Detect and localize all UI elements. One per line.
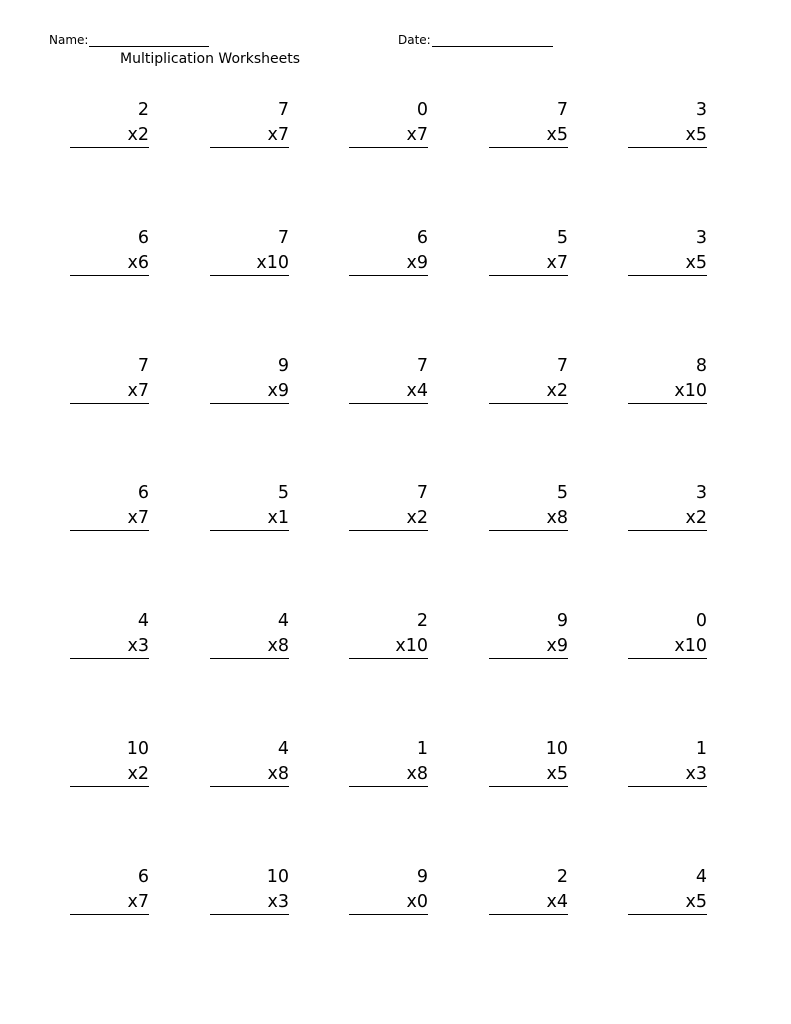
problem-item (210, 98, 289, 148)
problem-top-number: 9 (556, 611, 568, 631)
problem-top-number: 1 (695, 739, 707, 759)
problem-item (70, 737, 149, 787)
problem-multiplier: x8 (489, 506, 568, 531)
problem-multiplier: x5 (489, 123, 568, 148)
problem-item (489, 865, 568, 915)
problem-multiplier: x5 (628, 890, 707, 915)
problem-item (628, 481, 707, 531)
problem-multiplier: x7 (210, 123, 289, 148)
problem-item (349, 481, 428, 531)
problem-item (628, 98, 707, 148)
problem-multiplier: x3 (210, 890, 289, 915)
problem-top-number: 9 (416, 867, 428, 887)
problem-item (210, 609, 289, 659)
problem-item (628, 354, 707, 404)
problem-multiplier: x7 (70, 506, 149, 531)
problem-multiplier: x5 (628, 251, 707, 276)
problem-top-number: 3 (695, 483, 707, 503)
problem-item (628, 737, 707, 787)
problem-item (70, 226, 149, 276)
problem-multiplier: x3 (70, 634, 149, 659)
problem-top-number: 9 (277, 356, 289, 376)
problem-multiplier: x0 (349, 890, 428, 915)
problem-top-number: 6 (137, 867, 149, 887)
problem-top-number: 10 (126, 739, 149, 759)
problem-top-number: 10 (266, 867, 289, 887)
problem-multiplier: x7 (349, 123, 428, 148)
problem-multiplier: x7 (70, 890, 149, 915)
problem-item (70, 865, 149, 915)
problem-multiplier: x4 (489, 890, 568, 915)
problem-top-number: 7 (416, 483, 428, 503)
problem-top-number: 10 (545, 739, 568, 759)
problem-top-number: 1 (416, 739, 428, 759)
problem-multiplier: x5 (489, 762, 568, 787)
problem-top-number: 7 (137, 356, 149, 376)
problem-top-number: 0 (416, 100, 428, 120)
problem-multiplier: x8 (349, 762, 428, 787)
problem-multiplier: x8 (210, 634, 289, 659)
problem-top-number: 2 (137, 100, 149, 120)
problem-multiplier: x8 (210, 762, 289, 787)
problem-multiplier: x2 (489, 379, 568, 404)
problem-top-number: 8 (695, 356, 707, 376)
problem-top-number: 7 (556, 356, 568, 376)
problem-item (349, 865, 428, 915)
problem-item (70, 354, 149, 404)
date-label: Date: (398, 33, 431, 47)
problem-multiplier: x9 (210, 379, 289, 404)
problem-top-number: 2 (556, 867, 568, 887)
problem-item (489, 481, 568, 531)
problem-multiplier: x9 (349, 251, 428, 276)
problem-top-number: 3 (695, 100, 707, 120)
problem-top-number: 4 (277, 611, 289, 631)
problem-top-number: 6 (137, 228, 149, 248)
problem-top-number: 7 (277, 100, 289, 120)
problem-top-number: 4 (277, 739, 289, 759)
problem-multiplier: x3 (628, 762, 707, 787)
problem-multiplier: x5 (628, 123, 707, 148)
problem-item (349, 354, 428, 404)
problem-multiplier: x2 (70, 762, 149, 787)
problem-item (628, 865, 707, 915)
problem-top-number: 6 (416, 228, 428, 248)
problem-item (628, 609, 707, 659)
problem-item (210, 354, 289, 404)
problem-item (210, 481, 289, 531)
problem-item (349, 226, 428, 276)
problem-item (489, 609, 568, 659)
problem-multiplier: x10 (349, 634, 428, 659)
problem-item (489, 226, 568, 276)
problem-multiplier: x2 (70, 123, 149, 148)
problem-top-number: 4 (695, 867, 707, 887)
problem-item (628, 226, 707, 276)
problem-top-number: 2 (416, 611, 428, 631)
problem-item (70, 609, 149, 659)
problem-item (70, 481, 149, 531)
problem-top-number: 4 (137, 611, 149, 631)
problem-top-number: 7 (416, 356, 428, 376)
worksheet-title: Multiplication Worksheets (120, 51, 301, 67)
problem-top-number: 7 (556, 100, 568, 120)
problem-top-number: 5 (556, 483, 568, 503)
problem-item (210, 737, 289, 787)
problem-multiplier: x1 (210, 506, 289, 531)
problem-top-number: 6 (137, 483, 149, 503)
problem-item (349, 737, 428, 787)
problem-top-number: 5 (277, 483, 289, 503)
problem-item (70, 98, 149, 148)
problem-multiplier: x10 (628, 634, 707, 659)
problem-item (210, 226, 289, 276)
problem-multiplier: x10 (210, 251, 289, 276)
problem-item (489, 737, 568, 787)
problem-item (349, 98, 428, 148)
problem-multiplier: x7 (489, 251, 568, 276)
problem-multiplier: x7 (70, 379, 149, 404)
problem-item (489, 354, 568, 404)
problem-multiplier: x6 (70, 251, 149, 276)
problem-top-number: 0 (695, 611, 707, 631)
problem-multiplier: x2 (628, 506, 707, 531)
problem-top-number: 5 (556, 228, 568, 248)
problem-item (349, 609, 428, 659)
problem-multiplier: x10 (628, 379, 707, 404)
problem-item (489, 98, 568, 148)
name-label: Name: (49, 33, 89, 47)
problem-top-number: 3 (695, 228, 707, 248)
problem-item (210, 865, 289, 915)
problem-multiplier: x9 (489, 634, 568, 659)
problem-multiplier: x2 (349, 506, 428, 531)
problem-multiplier: x4 (349, 379, 428, 404)
problem-top-number: 7 (277, 228, 289, 248)
